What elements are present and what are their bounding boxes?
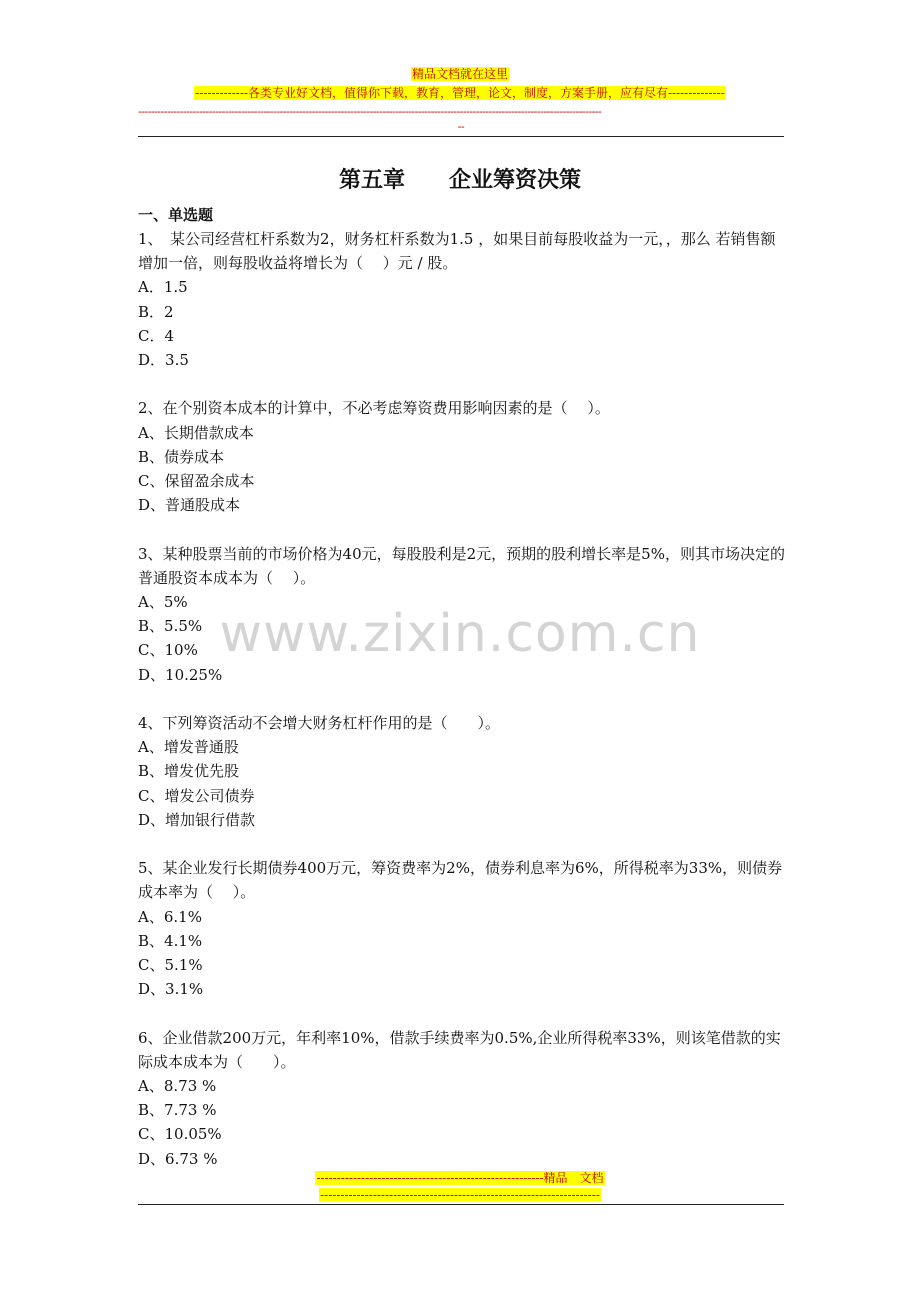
option-b: B、5.5% — [138, 617, 203, 636]
option-d: D、增加银行借款 — [138, 810, 256, 829]
header-tagline-text: -------------各类专业好文档，值得你下载，教育，管理，论文，制度，方案手册，应有尽有-------------- — [195, 86, 725, 100]
footer-line-2-text: --------------------------------------------------------------------- — [320, 1188, 600, 1202]
question-text: 4、下列筹资活动不会增大财务杠杆作用的是（ ）。 — [138, 714, 501, 733]
option-b: B、7.73 % — [138, 1101, 217, 1120]
question-text: 3、某种股票当前的市场价格为40元，每股股利是2元，预期的股利增长率是5%，则其市场决定的普通股资本成本为（ ）。 — [138, 544, 785, 587]
option-d: D、10.25% — [138, 665, 223, 684]
option-c: C、5.1% — [138, 956, 203, 975]
option-b: B、4.1% — [138, 931, 203, 950]
question-text: 6、企业借款200万元，年利率10%，借款手续费率为0.5%,企业所得税率33%，则该笔借款的实际成本成本为（ ）。 — [138, 1028, 781, 1071]
option-a: A．1.5 — [138, 278, 188, 297]
option-a: A、6.1% — [138, 907, 202, 926]
header-top-label — [0, 67, 920, 82]
option-c: C、保留盈余成本 — [138, 472, 255, 491]
question-text: 1、 某公司经营杠杆系数为2，财务杠杆系数为1.5 ，如果目前每股收益为一元，，那么 若销售额增加一倍，则每股收益将增长为（ ）元 / 股。 — [138, 230, 776, 273]
header-rule — [138, 136, 784, 137]
option-a: A、5% — [138, 593, 188, 612]
question-3 — [138, 542, 786, 687]
option-a: A、8.73 % — [138, 1077, 217, 1096]
header-dash-tail: -- — [457, 120, 465, 133]
footer-line-1-text: --------------------------------------------------------精品 文档 — [316, 1171, 604, 1185]
footer-line-1 — [0, 1171, 920, 1185]
footer-line-2 — [0, 1188, 920, 1202]
option-c: C．4 — [138, 326, 175, 345]
header-dash-line: ------------------------------------------------------------------------------------------------------------------------------------------------ — [138, 105, 602, 118]
section-heading: 一、单选题 — [138, 206, 214, 224]
question-6 — [138, 1026, 786, 1171]
option-d: D、普通股成本 — [138, 496, 241, 515]
option-b: B．2 — [138, 302, 174, 321]
option-c: C、增发公司债券 — [138, 786, 255, 805]
option-d: D、3.1% — [138, 980, 204, 999]
header-top-label-text: 精品文档就在这里 — [411, 67, 508, 81]
option-d: D．3.5 — [138, 351, 189, 370]
header-tagline — [0, 86, 920, 101]
chapter-title: 第五章 企业筹资决策 — [338, 167, 581, 193]
option-b: B、增发优先股 — [138, 762, 240, 781]
question-list — [138, 227, 786, 1195]
watermark: www.zixin.com.cn — [219, 604, 701, 664]
question-text: 5、某企业发行长期债券400万元，筹资费率为2%，债券利息率为6%，所得税率为33%，则债券成本率为（ ）。 — [138, 859, 783, 902]
option-d: D、6.73 % — [138, 1149, 218, 1168]
question-4 — [138, 711, 786, 832]
question-text: 2、在个别资本成本的计算中，不必考虑筹资费用影响因素的是（ ）。 — [138, 399, 610, 418]
option-b: B、债券成本 — [138, 447, 225, 466]
option-a: A、长期借款成本 — [138, 423, 254, 442]
option-c: C、10.05% — [138, 1125, 222, 1144]
question-1 — [138, 227, 786, 372]
question-5 — [138, 856, 786, 1001]
option-c: C、10% — [138, 641, 198, 660]
question-2 — [138, 396, 786, 517]
option-a: A、增发普通股 — [138, 738, 239, 757]
footer-rule — [138, 1204, 784, 1205]
